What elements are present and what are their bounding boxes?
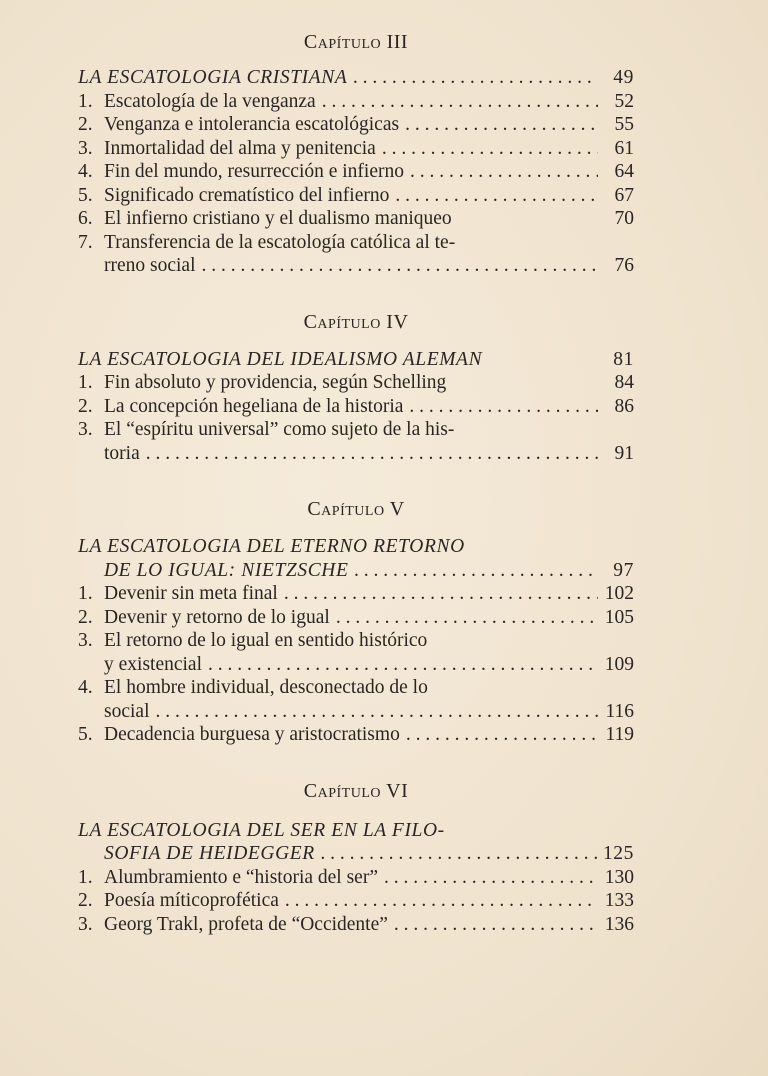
entry-text: El infierno cristiano y el dualismo maniqueo: [104, 208, 452, 229]
page-number: 130: [604, 866, 634, 888]
entry-number: 2 .: [78, 395, 104, 419]
part-title-continuation: [78, 842, 634, 866]
entry-text: Poesía míticoprofética: [104, 890, 279, 911]
entry-text: El hombre individual, desconectado de lo: [104, 677, 428, 698]
toc-entry: [78, 207, 634, 231]
chapter-heading: Capítulo IV: [303, 310, 409, 333]
entry-number: 5 .: [78, 723, 104, 747]
entry-text: Devenir sin meta final: [104, 583, 278, 604]
page-number: 49: [613, 67, 634, 88]
entry-text: Escatología de la venganza: [104, 90, 316, 112]
entry-number: 1 .: [78, 582, 104, 606]
entry-text: Georg Trakl, profeta de “Occidente”: [104, 913, 388, 935]
entry-number: 4 .: [78, 160, 104, 184]
chapter-3: [78, 28, 634, 278]
entry-number: 5 .: [78, 184, 104, 208]
page-number: 102: [604, 583, 634, 604]
entry-number: 1 .: [78, 371, 104, 395]
page-number: 136: [604, 913, 634, 935]
toc-entry-continuation: [78, 653, 634, 677]
part-title-text: LA ESCATOLOGIA DEL IDEALISMO ALEMAN: [78, 348, 483, 370]
entry-text: Devenir y retorno de lo igual: [104, 606, 330, 628]
page-number: 70: [614, 208, 634, 229]
page-number: 133: [604, 890, 634, 911]
entry-text: Fin absoluto y providencia, según Schelling: [104, 372, 447, 393]
part-title-continuation: [78, 559, 634, 583]
toc-entry: [78, 629, 634, 653]
toc-entry-continuation: [78, 254, 634, 278]
part-title: [78, 535, 634, 559]
toc-entry: [78, 371, 634, 395]
chapter-heading: Capítulo V: [307, 498, 405, 520]
toc-entry: [78, 395, 634, 419]
part-title-text: LA ESCATOLOGIA DEL ETERNO RETORNO: [78, 536, 465, 557]
part-title-text: LA ESCATOLOGIA DEL SER EN LA FILO-: [78, 819, 445, 841]
part-title-text: DE LO IGUAL: NIETZSCHE: [104, 559, 349, 581]
page-number: 52: [614, 90, 634, 112]
page-number: 61: [614, 137, 634, 159]
toc-entry: [78, 137, 634, 161]
entry-number: 1 .: [78, 866, 104, 890]
part-title: [78, 819, 634, 843]
page-number: 64: [614, 161, 634, 182]
toc-entry: [78, 113, 634, 137]
entry-text: Significado crematístico del infierno: [104, 184, 390, 206]
toc-entry: [78, 606, 634, 630]
toc-entry: [78, 184, 634, 208]
entry-text: La concepción hegeliana de la historia: [104, 395, 404, 417]
entry-text: Fin del mundo, resurrección e infierno: [104, 161, 404, 182]
entry-number: 7 .: [78, 231, 104, 255]
part-title-text: LA ESCATOLOGIA CRISTIANA: [78, 67, 348, 88]
entry-number: 2 .: [78, 606, 104, 630]
toc-entry: [78, 723, 634, 747]
page-number: 84: [614, 372, 634, 393]
page-number: 109: [604, 653, 634, 675]
entry-text: y existencial: [104, 653, 203, 675]
entry-text: El “espíritu universal” como sujeto de la his-: [104, 419, 455, 440]
entry-number: 3 .: [78, 629, 104, 653]
page-number: 119: [605, 724, 634, 745]
entry-text: toria: [104, 442, 140, 464]
entry-text: Decadencia burguesa y aristocratismo: [104, 724, 400, 745]
entry-text: Inmortalidad del alma y penitencia: [104, 137, 376, 159]
entry-number: 3 .: [78, 418, 104, 442]
toc-entry: [78, 913, 634, 937]
entry-number: 3 .: [78, 913, 104, 937]
entry-text: El retorno de lo igual en sentido histórico: [104, 630, 428, 651]
toc-entry: [78, 866, 634, 890]
entry-number: 2 .: [78, 889, 104, 913]
entry-text: Venganza e intolerancia escatológicas: [104, 114, 400, 135]
page-number: 105: [604, 606, 634, 628]
chapter-heading: Capítulo III: [303, 31, 409, 53]
entry-number: 6 .: [78, 207, 104, 231]
entry-number: 3 .: [78, 137, 104, 161]
page-number: 67: [614, 184, 634, 206]
page-number: 91: [614, 442, 634, 464]
toc-entry: [78, 160, 634, 184]
toc-entry: [78, 231, 634, 255]
toc-entry: [78, 418, 634, 442]
toc-entry: [78, 90, 634, 114]
entry-text: rreno social: [104, 255, 196, 276]
part-title-text: SOFIA DE HEIDEGGER: [104, 843, 315, 864]
chapter-6: [78, 777, 634, 937]
toc-entry: [78, 889, 634, 913]
page-number: 55: [614, 114, 634, 135]
chapter-heading: Capítulo VI: [303, 779, 409, 802]
page-number: 81: [613, 348, 634, 370]
toc-entry: [78, 582, 634, 606]
page-number: 86: [614, 395, 634, 417]
entry-text: Alumbramiento e “historia del ser”: [104, 866, 378, 888]
entry-number: 4 .: [78, 676, 104, 700]
toc-entry-continuation: [78, 442, 634, 466]
page-number: 125: [602, 843, 634, 864]
entry-number: 1 .: [78, 90, 104, 114]
part-title: [78, 66, 634, 90]
page-number: 76: [614, 255, 634, 276]
page-number: 116: [605, 700, 634, 722]
entry-number: 2 .: [78, 113, 104, 137]
part-title: [78, 348, 634, 372]
page-number: 97: [613, 559, 634, 581]
chapter-4: [78, 308, 634, 466]
toc-entry: [78, 676, 634, 700]
table-of-contents: [78, 28, 634, 936]
entry-text: social: [104, 700, 150, 722]
entry-text: Transferencia de la escatología católica al te-: [104, 231, 456, 253]
chapter-5: [78, 495, 634, 747]
toc-entry-continuation: [78, 700, 634, 724]
